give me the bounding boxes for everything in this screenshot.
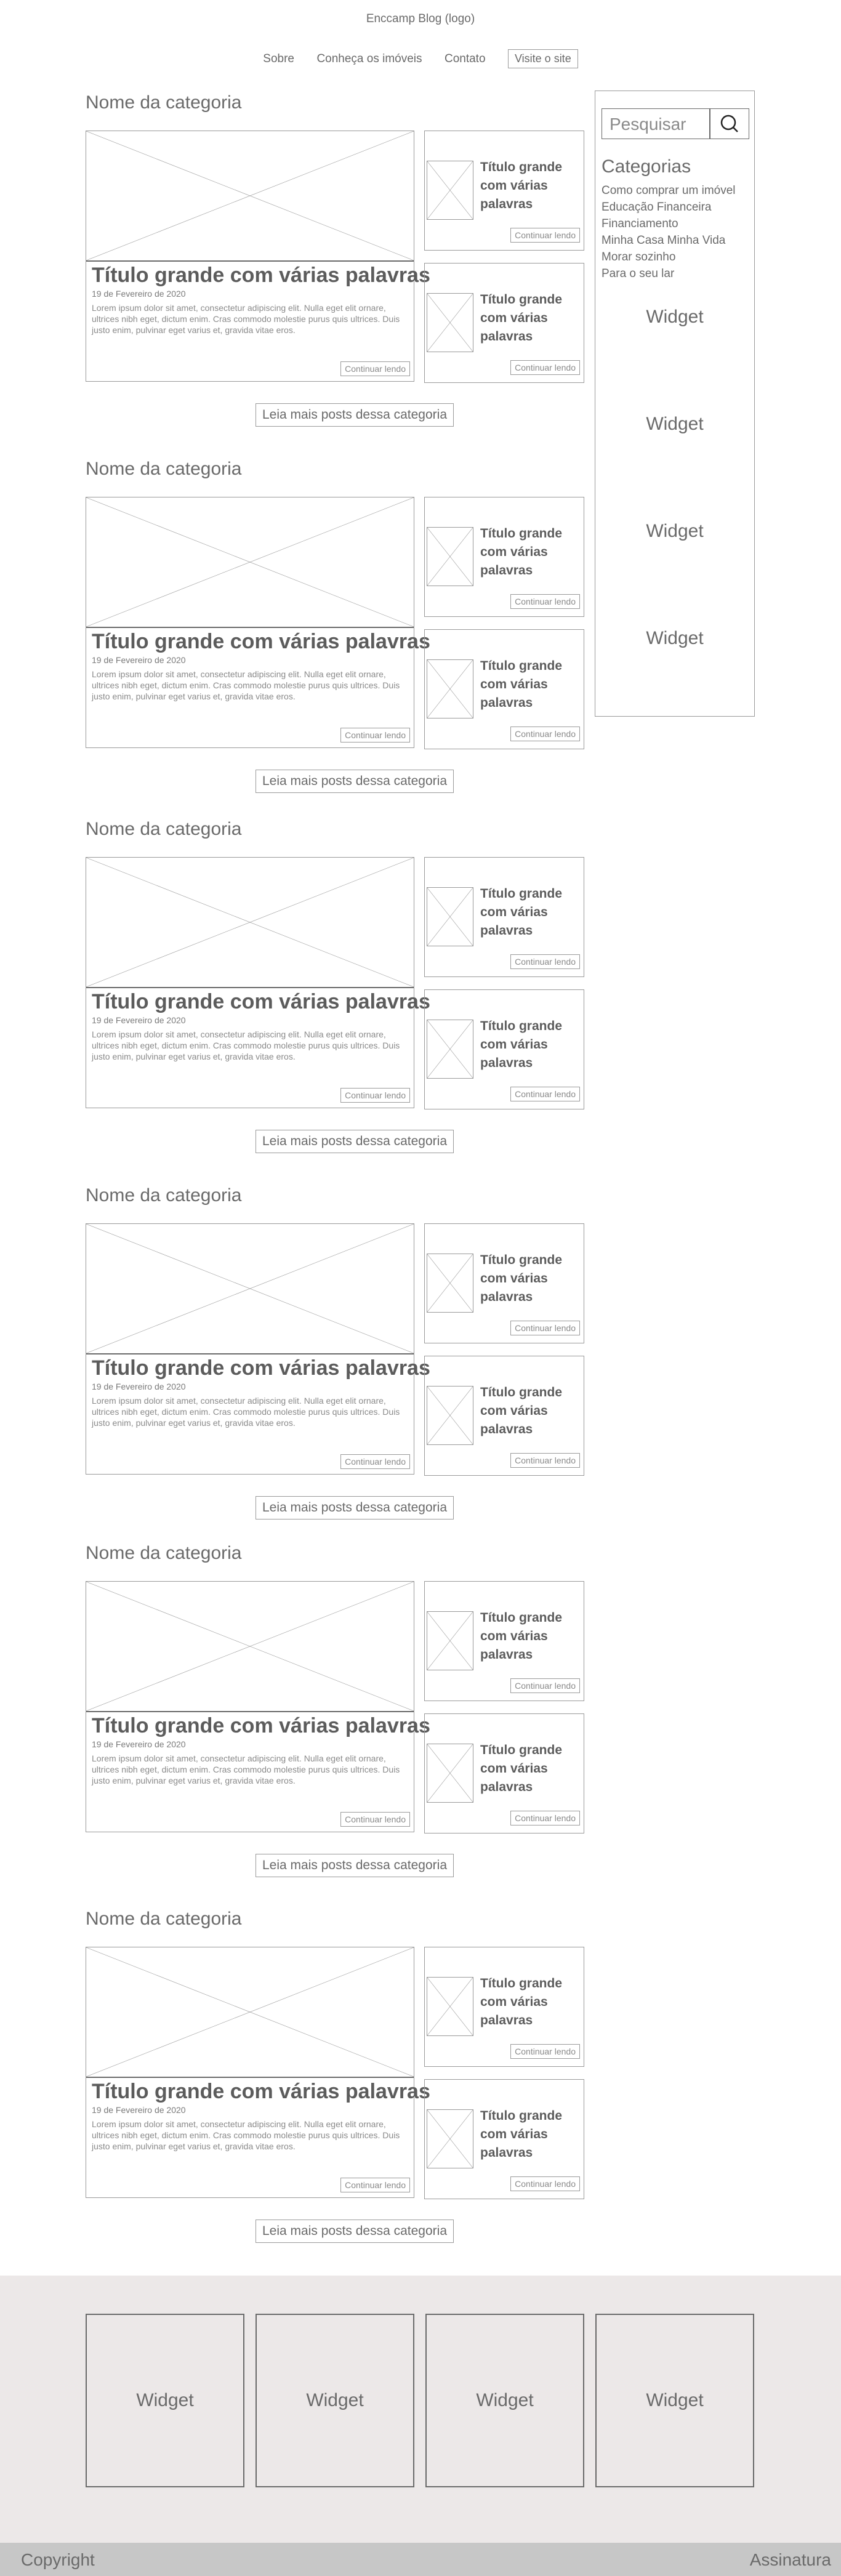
- featured-post-image[interactable]: [86, 131, 414, 262]
- image-placeholder: [86, 1224, 414, 1353]
- featured-post-card[interactable]: [86, 131, 430, 382]
- small-post-title[interactable]: Título grande com várias palavras: [480, 1743, 562, 1794]
- featured-post-date: 19 de Fevereiro de 2020: [92, 655, 186, 665]
- continue-reading-button[interactable]: Continuar lendo: [340, 1812, 410, 1827]
- category-title[interactable]: Nome da categoria: [86, 819, 242, 839]
- category-section: [86, 459, 585, 788]
- featured-post-excerpt: Lorem ipsum dolor sit amet, consectetur adipiscing elit. Nulla eget elit ornare, ultrices nibh eget, dictum enim. Cras commodo molestie purus quis ultrices. Duis justo enim, pulvinar eget varius et, gravida vitae eros.: [92, 1396, 400, 1428]
- blog-logo[interactable]: Enccamp Blog (logo): [366, 12, 475, 25]
- category-section: [86, 819, 585, 1148]
- visit-site-button[interactable]: Visite o site: [508, 49, 578, 68]
- continue-reading-button[interactable]: Continuar lendo: [510, 360, 580, 375]
- image-placeholder: [427, 1744, 473, 1802]
- small-post-image[interactable]: [427, 1020, 473, 1079]
- category-section: [86, 1185, 585, 1515]
- featured-post-image[interactable]: [86, 1582, 414, 1712]
- category-section: [86, 1543, 585, 1872]
- small-post-image[interactable]: [427, 659, 473, 718]
- more-posts-button[interactable]: Leia mais posts dessa categoria: [256, 2220, 454, 2243]
- category-title[interactable]: Nome da categoria: [86, 1909, 242, 1929]
- featured-post-card[interactable]: [86, 497, 430, 748]
- small-post-image[interactable]: [427, 1386, 473, 1445]
- image-placeholder: [427, 888, 473, 946]
- small-post-image[interactable]: [427, 161, 473, 220]
- featured-post-image[interactable]: [86, 1947, 414, 2078]
- category-link[interactable]: Para o seu lar: [602, 267, 675, 280]
- image-placeholder: [86, 131, 414, 260]
- more-posts-button[interactable]: Leia mais posts dessa categoria: [256, 1854, 454, 1877]
- continue-reading-button[interactable]: Continuar lendo: [340, 728, 410, 743]
- featured-post-excerpt: Lorem ipsum dolor sit amet, consectetur adipiscing elit. Nulla eget elit ornare, ultrices nibh eget, dictum enim. Cras commodo molestie purus quis ultrices. Duis justo enim, pulvinar eget varius et, gravida vitae eros.: [92, 1753, 400, 1785]
- small-post-title[interactable]: Título grande com várias palavras: [480, 1976, 562, 2027]
- featured-post-card[interactable]: [86, 857, 430, 1108]
- small-post-title[interactable]: Título grande com várias palavras: [480, 1611, 562, 1662]
- featured-post-date: 19 de Fevereiro de 2020: [92, 1382, 186, 1391]
- search-button[interactable]: [710, 108, 749, 139]
- sidebar-widget: Widget: [646, 307, 704, 327]
- image-placeholder: [427, 1020, 473, 1078]
- small-post-card[interactable]: [424, 131, 584, 251]
- small-post-image[interactable]: [427, 1254, 473, 1313]
- small-post-image[interactable]: [427, 887, 473, 946]
- more-posts-button[interactable]: Leia mais posts dessa categoria: [256, 1496, 454, 1519]
- signature-text: Assinatura: [749, 2550, 831, 2569]
- sidebar: [595, 91, 755, 717]
- image-placeholder: [86, 858, 414, 987]
- small-post-card[interactable]: [424, 1581, 584, 1701]
- small-post-title[interactable]: Título grande com várias palavras: [480, 1253, 562, 1304]
- category-link[interactable]: Morar sozinho: [602, 251, 676, 264]
- small-post-image[interactable]: [427, 527, 473, 586]
- small-post-title[interactable]: Título grande com várias palavras: [480, 1019, 562, 1070]
- featured-post-date: 19 de Fevereiro de 2020: [92, 2105, 186, 2115]
- nav-link-contact[interactable]: Contato: [444, 52, 486, 65]
- small-post-card[interactable]: [424, 263, 584, 383]
- featured-post-title[interactable]: Título grande com várias palavras: [92, 630, 430, 653]
- small-post-title[interactable]: Título grande com várias palavras: [480, 887, 562, 938]
- small-post-card[interactable]: [424, 1356, 584, 1476]
- continue-reading-button[interactable]: Continuar lendo: [510, 1678, 580, 1693]
- category-link[interactable]: Educação Financeira: [602, 201, 712, 214]
- small-post-title[interactable]: Título grande com várias palavras: [480, 526, 562, 578]
- small-post-card[interactable]: [424, 857, 584, 977]
- search-icon: [710, 109, 749, 139]
- featured-post-title[interactable]: Título grande com várias palavras: [92, 1714, 430, 1737]
- featured-post-card[interactable]: [86, 1223, 430, 1475]
- category-section: [86, 1909, 585, 2238]
- continue-reading-button[interactable]: Continuar lendo: [510, 954, 580, 969]
- image-placeholder: [86, 1582, 414, 1711]
- continue-reading-button[interactable]: Continuar lendo: [340, 1088, 410, 1103]
- more-posts-button[interactable]: Leia mais posts dessa categoria: [256, 1130, 454, 1153]
- small-post-image[interactable]: [427, 1977, 473, 2036]
- featured-post-excerpt: Lorem ipsum dolor sit amet, consectetur adipiscing elit. Nulla eget elit ornare, ultrices nibh eget, dictum enim. Cras commodo molestie purus quis ultrices. Duis justo enim, pulvinar eget varius et, gravida vitae eros.: [92, 1029, 400, 1061]
- image-placeholder: [427, 1387, 473, 1444]
- small-post-title[interactable]: Título grande com várias palavras: [480, 292, 562, 344]
- category-link[interactable]: Financiamento: [602, 217, 678, 230]
- small-post-card[interactable]: [424, 1713, 584, 1833]
- featured-post-image[interactable]: [86, 497, 414, 628]
- category-link[interactable]: Minha Casa Minha Vida: [602, 234, 726, 247]
- continue-reading-button[interactable]: Continuar lendo: [510, 1087, 580, 1101]
- categories-list: [602, 182, 736, 282]
- bottom-bar: [0, 2543, 841, 2576]
- image-placeholder: [427, 1978, 473, 2035]
- small-post-image[interactable]: [427, 1744, 473, 1803]
- image-placeholder: [427, 660, 473, 718]
- footer-widget: Widget: [425, 2314, 584, 2487]
- continue-reading-button[interactable]: Continuar lendo: [510, 1453, 580, 1468]
- sidebar-widget: Widget: [646, 521, 704, 541]
- small-post-card[interactable]: [424, 2079, 584, 2199]
- continue-reading-button[interactable]: Continuar lendo: [510, 1321, 580, 1335]
- category-title[interactable]: Nome da categoria: [86, 1185, 242, 1205]
- featured-post-image[interactable]: [86, 1224, 414, 1354]
- continue-reading-button[interactable]: Continuar lendo: [340, 361, 410, 376]
- featured-post-date: 19 de Fevereiro de 2020: [92, 1739, 186, 1749]
- small-post-card[interactable]: [424, 629, 584, 749]
- image-placeholder: [427, 294, 473, 352]
- small-post-card[interactable]: [424, 1223, 584, 1343]
- small-post-title[interactable]: Título grande com várias palavras: [480, 2109, 562, 2160]
- featured-post-excerpt: Lorem ipsum dolor sit amet, consectetur adipiscing elit. Nulla eget elit ornare, ultrices nibh eget, dictum enim. Cras commodo molestie purus quis ultrices. Duis justo enim, pulvinar eget varius et, gravida vitae eros.: [92, 2119, 400, 2151]
- featured-post-title[interactable]: Título grande com várias palavras: [92, 1356, 430, 1380]
- small-post-card[interactable]: [424, 989, 584, 1109]
- sidebar-widget: Widget: [646, 414, 704, 434]
- featured-post-title[interactable]: Título grande com várias palavras: [92, 2080, 430, 2103]
- continue-reading-button[interactable]: Continuar lendo: [510, 1811, 580, 1825]
- continue-reading-button[interactable]: Continuar lendo: [510, 594, 580, 609]
- featured-post-excerpt: Lorem ipsum dolor sit amet, consectetur adipiscing elit. Nulla eget elit ornare, ultrices nibh eget, dictum enim. Cras commodo molestie purus quis ultrices. Duis justo enim, pulvinar eget varius et, gravida vitae eros.: [92, 303, 400, 335]
- small-post-card[interactable]: [424, 1947, 584, 2067]
- small-post-image[interactable]: [427, 293, 473, 352]
- small-post-title[interactable]: Título grande com várias palavras: [480, 160, 562, 211]
- image-placeholder: [427, 161, 473, 219]
- footer-widget: Widget: [256, 2314, 414, 2487]
- image-placeholder: [427, 2110, 473, 2168]
- image-placeholder: [86, 497, 414, 627]
- featured-post-card[interactable]: [86, 1581, 430, 1832]
- copyright-text: Copyright: [21, 2550, 95, 2569]
- continue-reading-button[interactable]: Continuar lendo: [340, 2178, 410, 2192]
- featured-post-title[interactable]: Título grande com várias palavras: [92, 264, 430, 287]
- continue-reading-button[interactable]: Continuar lendo: [510, 228, 580, 243]
- continue-reading-button[interactable]: Continuar lendo: [510, 2176, 580, 2191]
- nav-link-about[interactable]: Sobre: [263, 52, 294, 65]
- small-post-title[interactable]: Título grande com várias palavras: [480, 659, 562, 710]
- image-placeholder: [86, 1947, 414, 2077]
- category-title[interactable]: Nome da categoria: [86, 1543, 242, 1563]
- featured-post-title[interactable]: Título grande com várias palavras: [92, 990, 430, 1013]
- continue-reading-button[interactable]: Continuar lendo: [510, 727, 580, 741]
- image-placeholder: [427, 1254, 473, 1312]
- search-input[interactable]: Pesquisar: [602, 108, 710, 139]
- featured-post-card[interactable]: [86, 1947, 430, 2198]
- small-post-image[interactable]: [427, 1611, 473, 1670]
- footer-widget: Widget: [86, 2314, 244, 2487]
- footer-widget: Widget: [595, 2314, 754, 2487]
- more-posts-button[interactable]: Leia mais posts dessa categoria: [256, 770, 454, 793]
- sidebar-widget: Widget: [646, 628, 704, 648]
- continue-reading-button[interactable]: Continuar lendo: [510, 2044, 580, 2059]
- featured-post-image[interactable]: [86, 858, 414, 988]
- small-post-card[interactable]: [424, 497, 584, 617]
- continue-reading-button[interactable]: Continuar lendo: [340, 1454, 410, 1469]
- image-placeholder: [427, 1612, 473, 1670]
- featured-post-date: 19 de Fevereiro de 2020: [92, 289, 186, 299]
- more-posts-button[interactable]: Leia mais posts dessa categoria: [256, 403, 454, 427]
- category-title[interactable]: Nome da categoria: [86, 92, 242, 113]
- image-placeholder: [427, 528, 473, 586]
- main-nav: [0, 49, 841, 68]
- nav-link-properties[interactable]: Conheça os imóveis: [316, 52, 422, 65]
- footer: [0, 2276, 841, 2543]
- category-link[interactable]: Como comprar um imóvel: [602, 184, 736, 197]
- featured-post-excerpt: Lorem ipsum dolor sit amet, consectetur adipiscing elit. Nulla eget elit ornare, ultrices nibh eget, dictum enim. Cras commodo molestie purus quis ultrices. Duis justo enim, pulvinar eget varius et, gravida vitae eros.: [92, 669, 400, 701]
- small-post-title[interactable]: Título grande com várias palavras: [480, 1385, 562, 1436]
- categories-heading: Categorias: [602, 156, 691, 177]
- category-title[interactable]: Nome da categoria: [86, 459, 242, 479]
- featured-post-date: 19 de Fevereiro de 2020: [92, 1015, 186, 1025]
- category-section: [86, 92, 585, 422]
- small-post-image[interactable]: [427, 2109, 473, 2168]
